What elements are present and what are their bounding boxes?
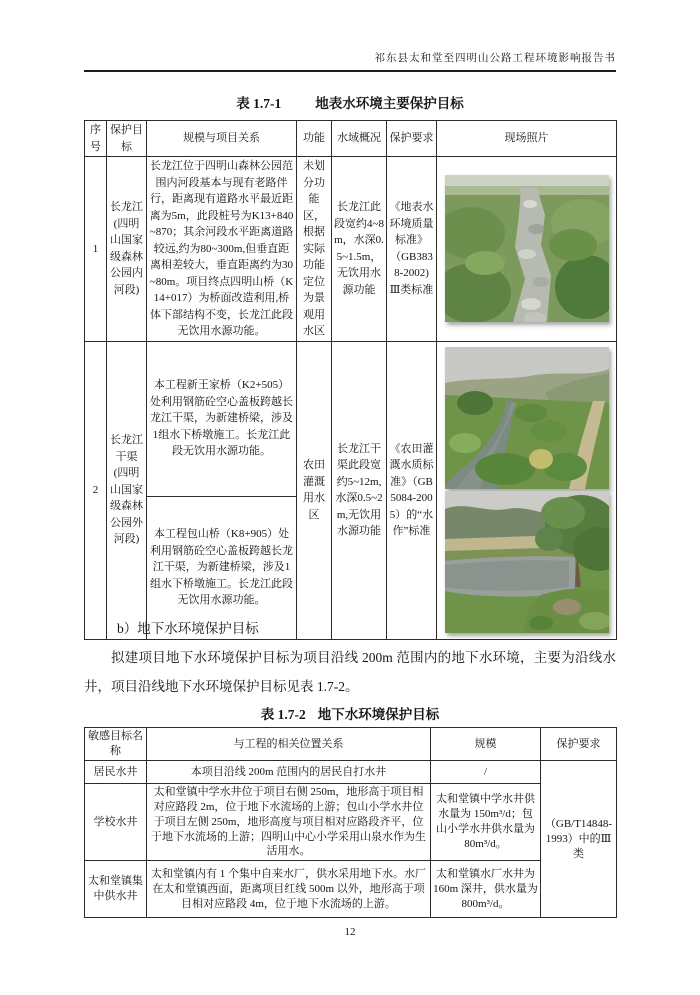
row1-target: 长龙江(四明山国家级森林公园内河段) xyxy=(107,157,147,342)
groundwater-table xyxy=(84,727,617,918)
table2-caption-text: 地下水环境保护目标 xyxy=(317,707,440,722)
table-row xyxy=(85,861,617,918)
col-header-photo: 现场照片 xyxy=(437,121,617,157)
section-heading: b）地下水环境保护目标 xyxy=(117,621,259,636)
col-header-relation: 规模与项目关系 xyxy=(147,121,297,157)
row2-relation-lower: 本工程包山桥（K8+905）处利用钢筋砼空心盖板跨越长龙江干渠，为新建桥梁，涉及1组水下桥墩施工。长龙江此段无饮用水源功能。 xyxy=(147,496,297,639)
table-row xyxy=(85,728,617,761)
row2-overview: 长龙江干渠此段宽约5~12m,水深0.5~2m,无饮用水源功能 xyxy=(332,341,387,639)
row2-target: 长龙江干渠(四明山国家级森林公园外河段) xyxy=(107,341,147,639)
table1-caption xyxy=(84,92,616,112)
col-header-requirement: 保护要求 xyxy=(387,121,437,157)
table2-caption xyxy=(84,703,616,723)
table2-caption-label: 表 1.7-2 xyxy=(260,707,306,722)
table1-caption-label: 表 1.7-1 xyxy=(236,96,282,111)
row2-no: 2 xyxy=(85,341,107,639)
report-title: 祁东县太和堂至四明山公路工程环境影响报告书 xyxy=(374,53,616,64)
row2-relation-upper: 本工程新王家桥（K2+505）处利用钢筋砼空心盖板跨越长龙江干渠，为新建桥梁，涉及1组水下桥墩施工。长龙江此段无饮用水源功能。 xyxy=(147,341,297,496)
col-header-function: 功能 xyxy=(297,121,332,157)
col-header-overview: 水域概况 xyxy=(332,121,387,157)
row2-requirement: 《农田灌溉水质标准》（GB5084-2005）的“水作”标准 xyxy=(387,341,437,639)
gw-row1-name: 居民水井 xyxy=(85,761,147,784)
gw-row1-scale: / xyxy=(431,761,541,784)
table-row xyxy=(85,341,617,496)
col-header-sensitive-target: 敏感目标名称 xyxy=(85,728,147,761)
row1-requirement: 《地表水环境质量标准》（GB3838-2002)Ⅲ类标准 xyxy=(387,157,437,342)
surface-water-table xyxy=(84,120,617,640)
table-row xyxy=(85,157,617,342)
page-number: 12 xyxy=(344,926,356,938)
col-header-target: 保护目标 xyxy=(107,121,147,157)
section-paragraph: 拟建项目地下水环境保护目标为项目沿线 200m 范围内的地下水环境，主要为沿线水井，项目沿线地下水环境保护目标见表 1.7-2。 xyxy=(84,650,616,695)
gw-row3-name: 太和堂镇集中供水井 xyxy=(85,861,147,918)
table1-caption-text: 地表水环境主要保护目标 xyxy=(315,96,464,111)
col-header-protection: 保护要求 xyxy=(541,728,617,761)
row2-function: 农田灌溉用水区 xyxy=(297,341,332,639)
river-trees-photo xyxy=(445,491,609,633)
row1-overview: 长龙江此段宽约4~8m，水深0.5~1.5m，无饮用水源功能 xyxy=(332,157,387,342)
table-row xyxy=(85,121,617,157)
gw-row2-relation: 太和堂镇中学水井位于项目右侧 250m，地形高于项目相对应路段 2m，位于地下水流场的上游；包山小学水井位于项目左侧 250m，地形高度与项目相对应路段齐平，位于地下水流场的上游；四明山中心小学采用山泉水作为生活用水。 xyxy=(147,784,431,861)
gw-row3-relation: 太和堂镇内有 1 个集中自来水厂，供水采用地下水。水厂在太和堂镇西面，距离项目红线 500m 以外，地形高于项目相对应路段 4m，位于地下水流场的上游。 xyxy=(147,861,431,918)
table-row xyxy=(85,784,617,861)
canal-vegetation-photo xyxy=(445,347,609,489)
row1-photo-cell xyxy=(437,157,617,342)
table-row xyxy=(85,761,617,784)
row1-relation: 长龙江位于四明山森林公园范围内河段基本与现有老路伴行，距离现有道路水平最近距离为5m，此段桩号为K13+840~870；其余河段水平距离道路较远,约为80~300m,但垂直距离相差较大，垂直距离约为30~80m。项目终点四明山桥（K14+017）为桥面改造利用,桥体下部结构不变，长龙江此段无饮用水源功能。 xyxy=(147,157,297,342)
col-header-position-relation: 与工程的相关位置关系 xyxy=(147,728,431,761)
grassy-stream-photo xyxy=(445,175,609,322)
gw-row2-scale: 太和堂镇中学水井供水量为 150m³/d；包山小学水井供水量为 80m³/d。 xyxy=(431,784,541,861)
page-header xyxy=(84,50,616,72)
row1-no: 1 xyxy=(85,157,107,342)
col-header-no: 序号 xyxy=(85,121,107,157)
gw-row3-scale: 太和堂镇水厂水井为 160m 深井，供水量为 800m³/d。 xyxy=(431,861,541,918)
row1-function: 未划分功能区，根据实际功能定位为景观用水区 xyxy=(297,157,332,342)
gw-row2-name: 学校水井 xyxy=(85,784,147,861)
gw-row1-relation: 本项目沿线 200m 范围内的居民自打水井 xyxy=(147,761,431,784)
row2-photo-cell xyxy=(437,341,617,639)
gw-requirement: （GB/T14848-1993）中的Ⅲ类 xyxy=(541,761,617,918)
col-header-scale: 规模 xyxy=(431,728,541,761)
